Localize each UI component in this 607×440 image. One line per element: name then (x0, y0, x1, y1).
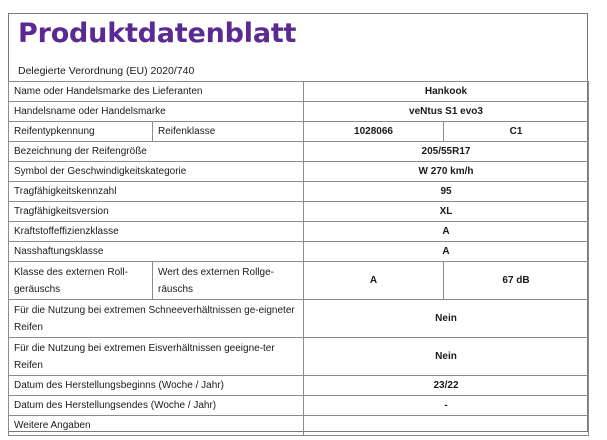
row-label: Datum des Herstellungsbeginns (Woche / Jahr) (9, 376, 304, 396)
row-label: Klasse des externen Roll-geräuschs (9, 262, 153, 300)
row-value: Hankook (304, 82, 589, 102)
row-value: 95 (304, 182, 589, 202)
row-value (304, 416, 589, 436)
table-row (9, 82, 589, 102)
row-value-secondary: C1 (444, 122, 589, 142)
row-label: Bezeichnung der Reifengröße (9, 142, 304, 162)
row-value: 1028066 (304, 122, 444, 142)
table-row (9, 202, 589, 222)
row-value: XL (304, 202, 589, 222)
row-label: Für die Nutzung bei extremen Eisverhältnissen geeigne-ter Reifen (9, 338, 304, 376)
regulation-subtitle: Delegierte Verordnung (EU) 2020/740 (18, 65, 195, 77)
row-value: Nein (304, 300, 589, 338)
table-row (9, 162, 589, 182)
row-label: Für die Nutzung bei extremen Schneeverhältnissen ge-eigneter Reifen (9, 300, 304, 338)
row-value: 23/22 (304, 376, 589, 396)
table-row (9, 222, 589, 242)
row-sublabel: Reifenklasse (153, 122, 304, 142)
table-row (9, 242, 589, 262)
row-label: Symbol der Geschwindigkeitskategorie (9, 162, 304, 182)
row-value: A (304, 262, 444, 300)
table-row (9, 416, 589, 436)
row-label: Kraftstoffeffizienzklasse (9, 222, 304, 242)
row-label: Weitere Angaben (9, 416, 304, 436)
row-value: veNtus S1 evo3 (304, 102, 589, 122)
table-row (9, 102, 589, 122)
product-data-table (8, 81, 589, 436)
row-value-secondary: 67 dB (444, 262, 589, 300)
row-label: Nasshaftungsklasse (9, 242, 304, 262)
row-label: Handelsname oder Handelsmarke (9, 102, 304, 122)
row-value: W 270 km/h (304, 162, 589, 182)
row-value: 205/55R17 (304, 142, 589, 162)
row-label: Reifentypkennung (9, 122, 153, 142)
table-row (9, 182, 589, 202)
row-value: A (304, 242, 589, 262)
table-row (9, 376, 589, 396)
row-value: Nein (304, 338, 589, 376)
row-sublabel: Wert des externen Rollge-räuschs (153, 262, 304, 300)
row-label: Name oder Handelsmarke des Lieferanten (9, 82, 304, 102)
row-label: Datum des Herstellungsendes (Woche / Jahr) (9, 396, 304, 416)
table-row (9, 122, 589, 142)
table-row (9, 142, 589, 162)
row-value: - (304, 396, 589, 416)
row-label: Tragfähigkeitsversion (9, 202, 304, 222)
table-row (9, 338, 589, 376)
table-row (9, 262, 589, 300)
row-label: Tragfähigkeitskennzahl (9, 182, 304, 202)
table-row (9, 300, 589, 338)
row-value: A (304, 222, 589, 242)
table-row (9, 396, 589, 416)
page-title: Produktdatenblatt (18, 18, 297, 49)
